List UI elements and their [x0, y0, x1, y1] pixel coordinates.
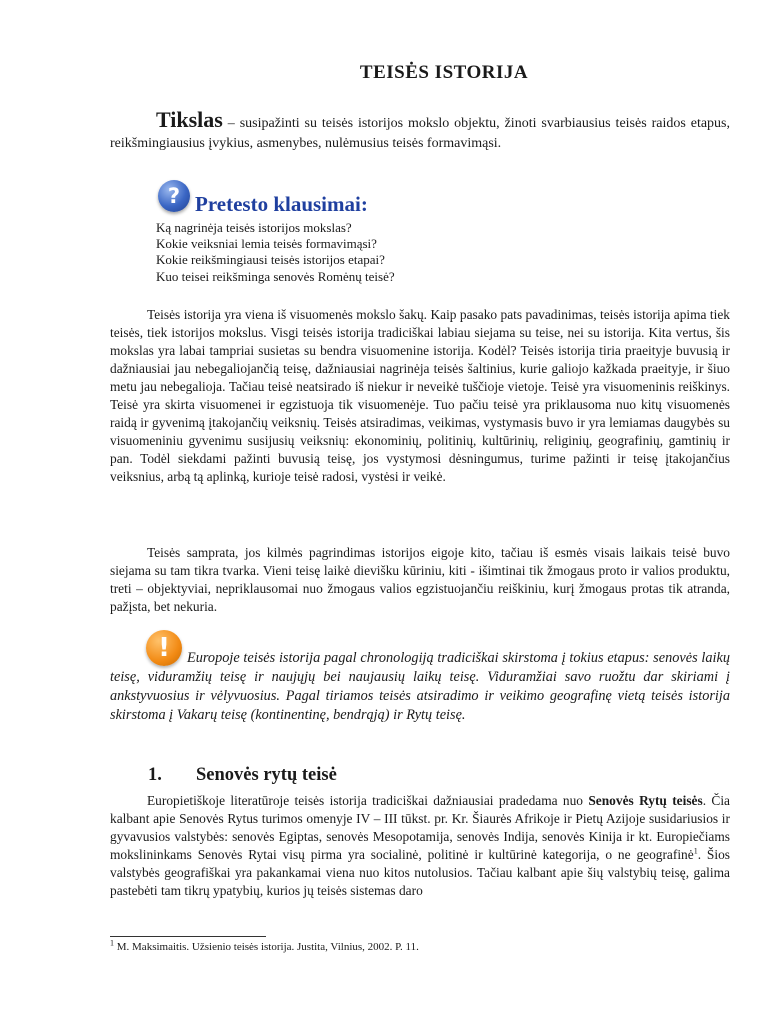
intro-paragraph-1: Teisės istorija yra viena iš visuomenės mokslo šakų. Kaip pasako pats pavadinimas, teisės istorija apima tiek teisės, tiek istorijos mokslus. Visgi teisės istorija tradiciškai labiau siejama su teise, nei su istorija. Kita vertus, šis mokslas yra labai tampriai susietas su bendra visuomenine istorija. Kodėl? Teisės istorija tiria praeityje buvusią ir dažniausiai jau nebegaliojančią teisę, dažniausiai nagrinėja teisės šaltinius, kurie galiojo kažkada praeityje, ir šiuo metu jau nebegalioja. Tačiau teisė neatsirado iš niekur ir neveikė tuščioje vietoje. Teisė yra visuomeninis reiškinys. Teisė yra skirta visuomenei ir egzistuoja tik visuomenėje. Tuo pačiu teisė yra priklausoma nuo kitų visuomenės raidą ir gyvenimą įtakojančių veiksnių. Teisės atsiradimas, veikimas, vystymasis buvo ir yra lemiamas daugybės su visuomeniniu gyvenimu susijusių veiksnių: ekonominių, politinių, kultūrinių, religinių, geografinių, gamtinių ir pan. Todėl siekdami pažinti buvusią teisę, jos vystymosi dėsningumus, turime pažinti ir teisę įtakojančius veiksnius, arbą tą aplinką, kurioje teisė radosi, vystėsi ir veikė.: [110, 307, 730, 484]
section-text-start: Europietiškoje literatūroje teisės istorija tradiciškai dažniausiai pradedama nuo: [147, 793, 589, 808]
section-title: Senovės rytų teisė: [196, 765, 337, 785]
section-text-mid: . Čia kalbant apie Senovės Rytus turimos omenyje IV – III tūkst. pr. Kr. Šiaurės Afrikoje ir Pietų Azijoje susidariusios ir gyvavusios valstybės: senovės Egiptas, senovės Mesopotamija, senovės Indija, senovės Kinija ir kt. Europiečiams mokslininkams Senovės Rytai visų pirma yra socialinė, politinė ir kultūrinė kategorija, o ne geografinė: [110, 793, 730, 862]
document-title: TEISĖS ISTORIJA: [359, 62, 529, 83]
footnote-text: M. Maksimaitis. Užsienio teisės istorija. Justita, Vilnius, 2002. P. 11.: [114, 941, 419, 953]
section-heading: [148, 765, 337, 786]
footnote-divider: [110, 936, 266, 937]
footnote-number: 1: [110, 938, 114, 948]
goal-text: – susipažinti su teisės istorijos mokslo objektu, žinoti svarbiausius teisės raidos etapus, reikšmingiausius įvykius, asmenybes, nulėmusius teisės formavimąsi.: [110, 116, 730, 151]
list-item: Kokie reikšmingiausi teisės istorijos etapai?: [156, 252, 385, 268]
pretext-questions: [156, 220, 395, 285]
pretext-title: Pretesto klausimai:: [195, 192, 368, 216]
footnote: [110, 938, 419, 953]
section-number: 1.: [148, 765, 162, 785]
list-item: Kuo teisei reikšminga senovės Romėnų teisė?: [156, 268, 395, 284]
question-icon: ?: [158, 180, 190, 212]
section-paragraph: [110, 792, 730, 900]
goal-paragraph: [110, 107, 730, 154]
list-item: Ką nagrinėja teisės istorijos mokslas?: [156, 220, 352, 235]
note-paragraph: Europoje teisės istorija pagal chronologiją tradiciškai skirstoma į tokius etapus: senovės laikų teisę, viduramžių teisę ir naujųjų bei naujausių laikų teisę. Viduramžiai savo ruožtu dar skiriami į ankstyvuosius ir vėlyvuosius. Pagal tiriamos teisės atsiradimo ir veikimo geografinę vietą teisės istorija skirstoma į Vakarų teisę (kontinentinę, bendrąją) ir Rytų teisę.: [110, 650, 730, 723]
exclamation-icon: !: [146, 630, 182, 666]
footnote-ref[interactable]: 1: [693, 846, 698, 856]
goal-lead: Tikslas: [156, 107, 223, 132]
section-text-bold: Senovės Rytų teisės: [588, 793, 703, 808]
list-item: Kokie veiksniai lemia teisės formavimąsi?: [156, 236, 377, 252]
intro-paragraph-2: Teisės samprata, jos kilmės pagrindimas istorijos eigoje kito, tačiau iš esmės visais laikais teisė buvo siejama su tam tikra tvarka. Vieni teisę laikė dievišku kūriniu, kiti - išimtinai tik žmogaus proto ir valios produktu, treti – objektyviai, nepriklausomai nuo žmogaus valios egzistuojančiu reiškiniu, kurį žmogaus protas tik atranda, pažįsta, bet nekuria.: [110, 545, 730, 614]
section-text-end: . Šios valstybės geografiškai yra pakankamai viena nuo kitos nutolusios. Tačiau kalbant apie šių valstybių teisę, galima pastebėti tam tikrų ypatybių, kurios jų teisės sistemas daro: [110, 847, 730, 898]
